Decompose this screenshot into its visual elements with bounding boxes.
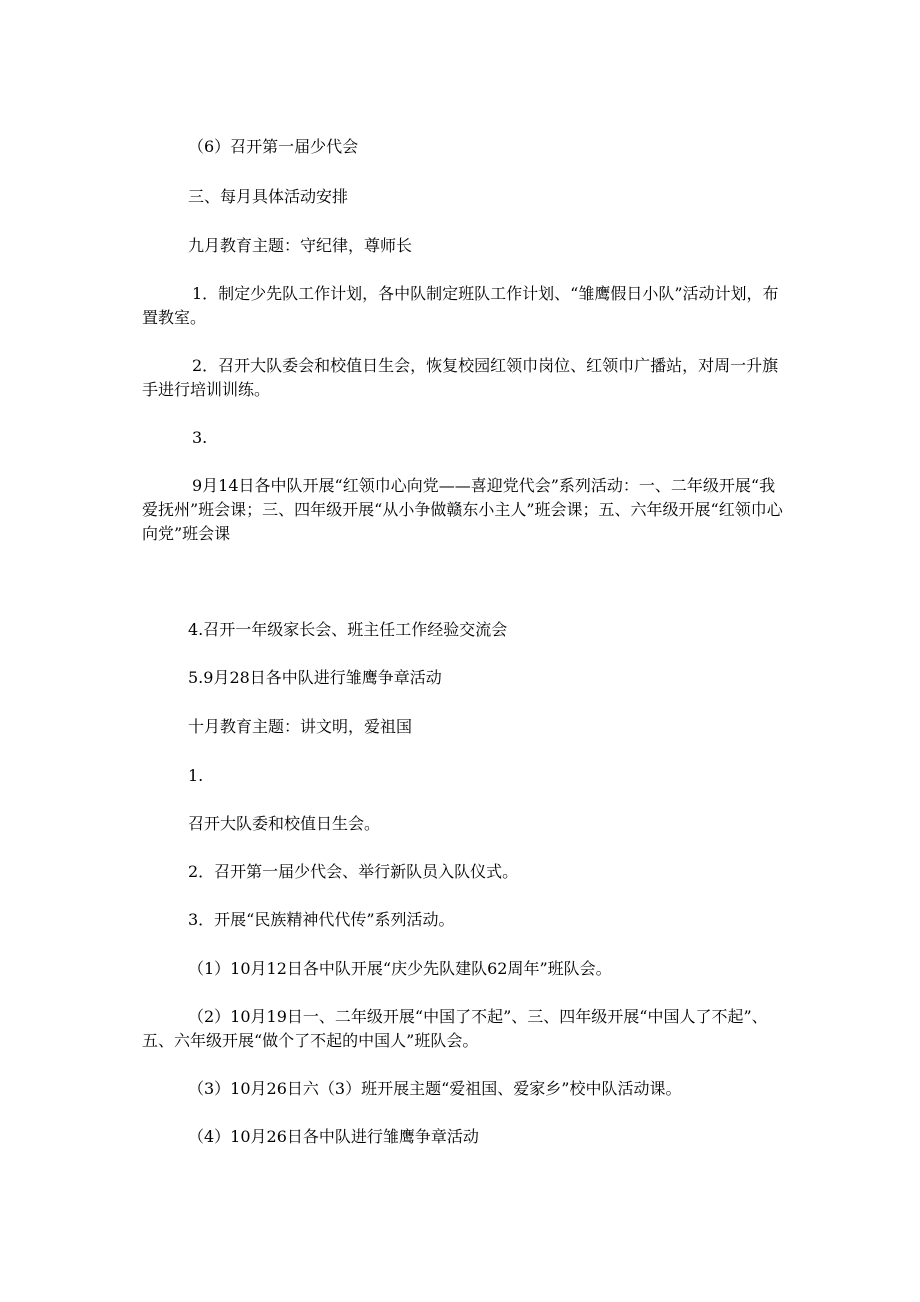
october-item-3: 3．开展“民族精神代代传”系列活动。 — [188, 910, 455, 929]
october-sub-item-4: （4）10月26日各中队进行雏鹰争章活动 — [188, 1127, 479, 1146]
september-item-3-number: 3. — [192, 428, 208, 447]
october-sub-item-2: （2）10月19日一、二年级开展“中国了不起”、三、四年级开展“中国人了不起”、五、六年级开展“做个了不起的中国人”班队会。 — [142, 1007, 768, 1050]
september-item-1: 1．制定少先队工作计划，各中队制定班队工作计划、“雏鹰假日小队”活动计划，布置教室。 — [142, 284, 779, 327]
october-sub-item-3: （3）10月26日六（3）班开展主题“爱祖国、爱家乡”校中队活动课。 — [188, 1079, 682, 1098]
paragraph-convene-congress: （6）召开第一届少代会 — [188, 137, 359, 156]
october-item-1-number: 1. — [188, 766, 204, 785]
section-heading-monthly-plan: 三、每月具体活动安排 — [188, 187, 349, 206]
september-item-2: 2．召开大队委会和校值日生会，恢复校园红领巾岗位、红领巾广播站，对周一升旗手进行培训训练。 — [142, 356, 779, 399]
september-item-3-detail: 9月14日各中队开展“红领巾心向党——喜迎党代会”系列活动：一、二年级开展“我爱抚州”班会课；三、四年级开展“从小争做赣东小主人”班会课；五、六年级开展“红领巾心向党”班会课 — [142, 476, 783, 543]
october-item-2: 2．召开第一届少代会、举行新队员入队仪式。 — [188, 862, 519, 881]
september-item-5: 5.9月28日各中队进行雏鹰争章活动 — [188, 668, 442, 687]
september-item-4: 4.召开一年级家长会、班主任工作经验交流会 — [188, 620, 508, 639]
october-item-1-detail: 召开大队委和校值日生会。 — [188, 814, 381, 833]
october-sub-item-1: （1）10月12日各中队开展“庆少先队建队62周年”班队会。 — [188, 959, 612, 978]
october-theme: 十月教育主题：讲文明，爱祖国 — [188, 717, 413, 736]
september-theme: 九月教育主题：守纪律，尊师长 — [188, 236, 413, 255]
